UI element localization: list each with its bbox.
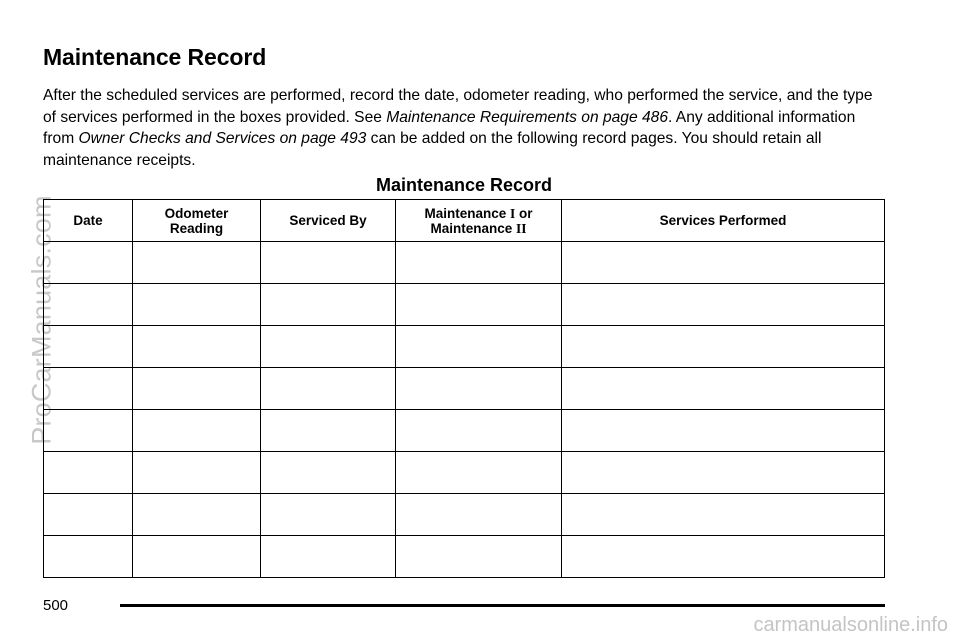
maintenance-record-table: [43, 199, 885, 578]
odometer-line-1: Odometer: [164, 205, 229, 221]
odometer-cell: [133, 494, 261, 536]
services-performed-cell: [562, 242, 885, 284]
record-row: [44, 242, 885, 284]
odometer-cell: [133, 368, 261, 410]
record-row: [44, 536, 885, 578]
table-body: [44, 242, 885, 578]
record-row: [44, 452, 885, 494]
odometer-cell: [133, 452, 261, 494]
serviced-by-cell: [261, 284, 396, 326]
maintenance-requirements-link[interactable]: Maintenance Requirements on page 486: [386, 108, 668, 126]
odometer-cell: [133, 536, 261, 578]
maint-label-2: Maintenance: [430, 220, 516, 236]
date-cell: [44, 410, 133, 452]
odometer-cell: [133, 326, 261, 368]
date-cell: [44, 368, 133, 410]
owner-checks-link[interactable]: Owner Checks and Services on page 493: [78, 130, 367, 147]
odometer-cell: [133, 284, 261, 326]
services-performed-cell: [562, 326, 885, 368]
date-cell: [44, 326, 133, 368]
services-performed-cell: [562, 284, 885, 326]
table-title: Maintenance Record: [375, 175, 553, 195]
odometer-cell: [133, 242, 261, 284]
services-performed-cell: [562, 452, 885, 494]
services-performed-cell: [562, 536, 885, 578]
maint-label-1: Maintenance: [424, 205, 510, 221]
intro-text-2: . Any additional information from: [43, 108, 856, 147]
page-heading: Maintenance Record: [43, 44, 267, 70]
footer-rule: [120, 604, 885, 607]
date-cell: [44, 494, 133, 536]
serviced-by-cell: [261, 494, 396, 536]
intro-paragraph: [43, 85, 885, 171]
record-row: [44, 326, 885, 368]
date-cell: [44, 284, 133, 326]
maintenance-type-cell: [396, 452, 562, 494]
bottom-watermark: carmanualsonline.info: [753, 614, 948, 636]
date-cell: [44, 536, 133, 578]
maintenance-type-cell: [396, 326, 562, 368]
table-header-row: [44, 200, 885, 242]
services-performed-cell: [562, 410, 885, 452]
odometer-line-2: Reading: [169, 220, 224, 236]
date-cell: [44, 452, 133, 494]
intro-text-1: After the scheduled services are performed, record the date, odometer reading, who performed the service, and the type of services performed in the boxes provided. See: [43, 87, 873, 126]
services-performed-cell: [562, 494, 885, 536]
maintenance-type-cell: [396, 242, 562, 284]
serviced-by-cell: [261, 452, 396, 494]
serviced-by-cell: [261, 368, 396, 410]
maint-roman-1: I: [510, 205, 516, 221]
col-header-maintenance-type: [396, 200, 562, 242]
page-number: 500: [43, 597, 69, 614]
maintenance-type-cell: [396, 368, 562, 410]
intro-text-3: can be added on the following record pages. You should retain all maintenance receipts.: [43, 130, 822, 169]
col-header-serviced-by: Serviced By: [261, 200, 396, 242]
record-row: [44, 368, 885, 410]
maint-or: or: [515, 205, 533, 221]
col-header-services-performed: Services Performed: [562, 200, 885, 242]
maint-roman-2: II: [516, 220, 527, 236]
record-row: [44, 494, 885, 536]
date-cell: [44, 242, 133, 284]
col-header-date: Date: [44, 200, 133, 242]
col-header-odometer: [133, 200, 261, 242]
serviced-by-cell: [261, 326, 396, 368]
maintenance-type-cell: [396, 284, 562, 326]
record-row: [44, 410, 885, 452]
record-row: [44, 284, 885, 326]
maintenance-type-cell: [396, 536, 562, 578]
side-watermark: ProCarManuals.com: [26, 195, 57, 445]
serviced-by-cell: [261, 536, 396, 578]
serviced-by-cell: [261, 410, 396, 452]
maintenance-type-cell: [396, 494, 562, 536]
services-performed-cell: [562, 368, 885, 410]
serviced-by-cell: [261, 242, 396, 284]
maintenance-type-cell: [396, 410, 562, 452]
odometer-cell: [133, 410, 261, 452]
